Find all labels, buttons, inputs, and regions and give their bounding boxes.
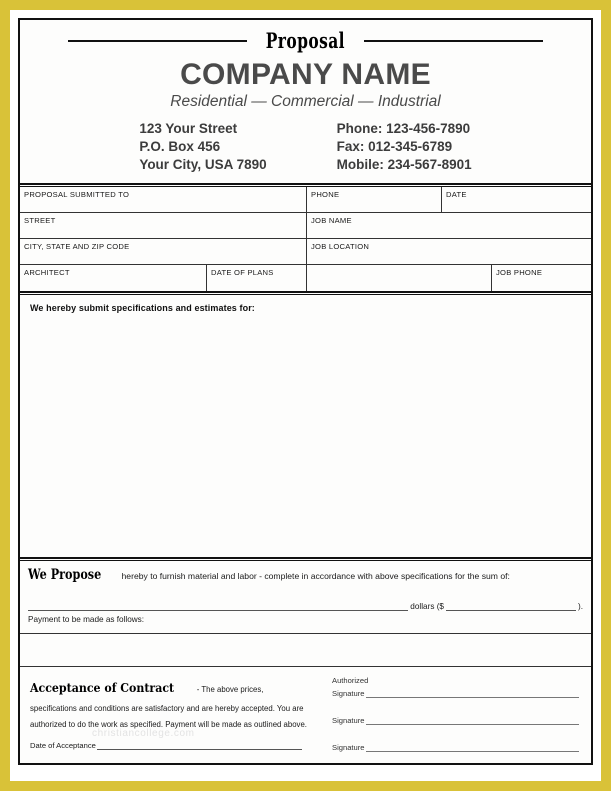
signature-spacer <box>332 703 579 714</box>
specifications-area[interactable] <box>20 295 591 557</box>
document-title-row <box>20 28 591 53</box>
title-rule-left <box>68 40 247 42</box>
signature-row <box>332 714 579 725</box>
field-job-phone[interactable]: JOB PHONE <box>496 268 543 278</box>
date-of-acceptance-label: Date of Acceptance <box>30 741 96 750</box>
propose-section <box>20 561 591 633</box>
authorized-signature-input[interactable] <box>366 687 579 698</box>
page-title: Proposal <box>265 28 346 53</box>
payment-terms-label: Payment to be made as follows: <box>28 615 145 624</box>
propose-statement <box>28 567 583 584</box>
signature-row <box>332 687 579 698</box>
signature-group-2 <box>332 714 579 725</box>
info-row <box>20 213 591 239</box>
field-job-location[interactable]: JOB LOCATION <box>311 242 370 252</box>
field-proposal-submitted-to[interactable]: PROPOSAL SUBMITTED TO <box>20 187 307 212</box>
contact-row <box>20 120 591 174</box>
date-of-acceptance-input[interactable] <box>97 739 302 750</box>
field-job-name[interactable]: JOB NAME <box>311 216 352 226</box>
info-row <box>20 187 591 213</box>
dollars-label: dollars ($ <box>410 602 444 611</box>
watermark: christiancollege.com <box>92 728 195 739</box>
field-blank[interactable] <box>307 265 492 291</box>
signature-label: Signature <box>332 688 365 698</box>
acceptance-body: - The above prices, specifications and conditions are satisfactory and are hereby accepted. You are authorized to do the work as specified. Payment will be made as outlined above. <box>30 685 307 729</box>
propose-body: hereby to furnish material and labor - complete in accordance with above specifications for the sum of: <box>121 571 510 582</box>
field-street[interactable]: STREET <box>20 213 307 238</box>
specifications-label: We hereby submit specifications and estimates for: <box>30 303 255 314</box>
signature-input-2[interactable] <box>366 714 579 725</box>
company-name: COMPANY NAME <box>180 58 431 91</box>
address-line-3: Your City, USA 7890 <box>139 156 267 172</box>
acceptance-heading: Acceptance of Contract <box>30 680 175 695</box>
company-tagline: Residential — Commercial — Industrial <box>170 92 441 110</box>
signature-group-3 <box>332 741 579 752</box>
proposal-form <box>18 18 593 765</box>
form-header <box>20 20 591 183</box>
propose-heading: We Propose <box>28 567 102 584</box>
info-row <box>20 239 591 265</box>
contact-block <box>337 120 472 174</box>
acceptance-text-block <box>20 667 320 763</box>
field-architect[interactable]: ARCHITECT <box>20 265 207 291</box>
title-rule-right <box>364 40 543 42</box>
acceptance-section <box>20 667 591 763</box>
signature-spacer <box>332 730 579 741</box>
phone-number: Phone: 123-456-7890 <box>336 120 471 136</box>
mobile-number: Mobile: 234-567-8901 <box>336 156 472 172</box>
sum-line <box>28 600 583 611</box>
address-block <box>139 120 266 174</box>
dollars-suffix: ). <box>577 602 583 611</box>
payment-terms-area[interactable] <box>20 633 591 667</box>
field-city-state-zip[interactable]: CITY, STATE AND ZIP CODE <box>20 239 307 264</box>
signature-label: Signature <box>332 715 365 725</box>
signature-row <box>332 741 579 752</box>
info-row <box>20 265 591 291</box>
acceptance-paragraph <box>30 675 310 733</box>
sum-words-input[interactable] <box>28 600 408 611</box>
page-sheet <box>10 10 601 781</box>
field-date-of-plans[interactable]: DATE OF PLANS <box>207 265 307 291</box>
fax-number: Fax: 012-345-6789 <box>336 138 453 154</box>
date-of-acceptance-row <box>30 739 302 750</box>
signature-input-3[interactable] <box>366 741 579 752</box>
sum-amount-input[interactable] <box>446 600 576 611</box>
field-phone[interactable]: PHONE <box>307 187 442 212</box>
authorized-signature-group <box>332 675 579 698</box>
address-line-2: P.O. Box 456 <box>139 138 221 154</box>
authorized-label: Authorized <box>332 676 369 685</box>
signature-block <box>320 667 591 763</box>
field-date[interactable]: DATE <box>446 190 467 200</box>
address-line-1: 123 Your Street <box>139 120 238 136</box>
info-grid <box>20 187 591 291</box>
signature-label: Signature <box>332 742 365 752</box>
